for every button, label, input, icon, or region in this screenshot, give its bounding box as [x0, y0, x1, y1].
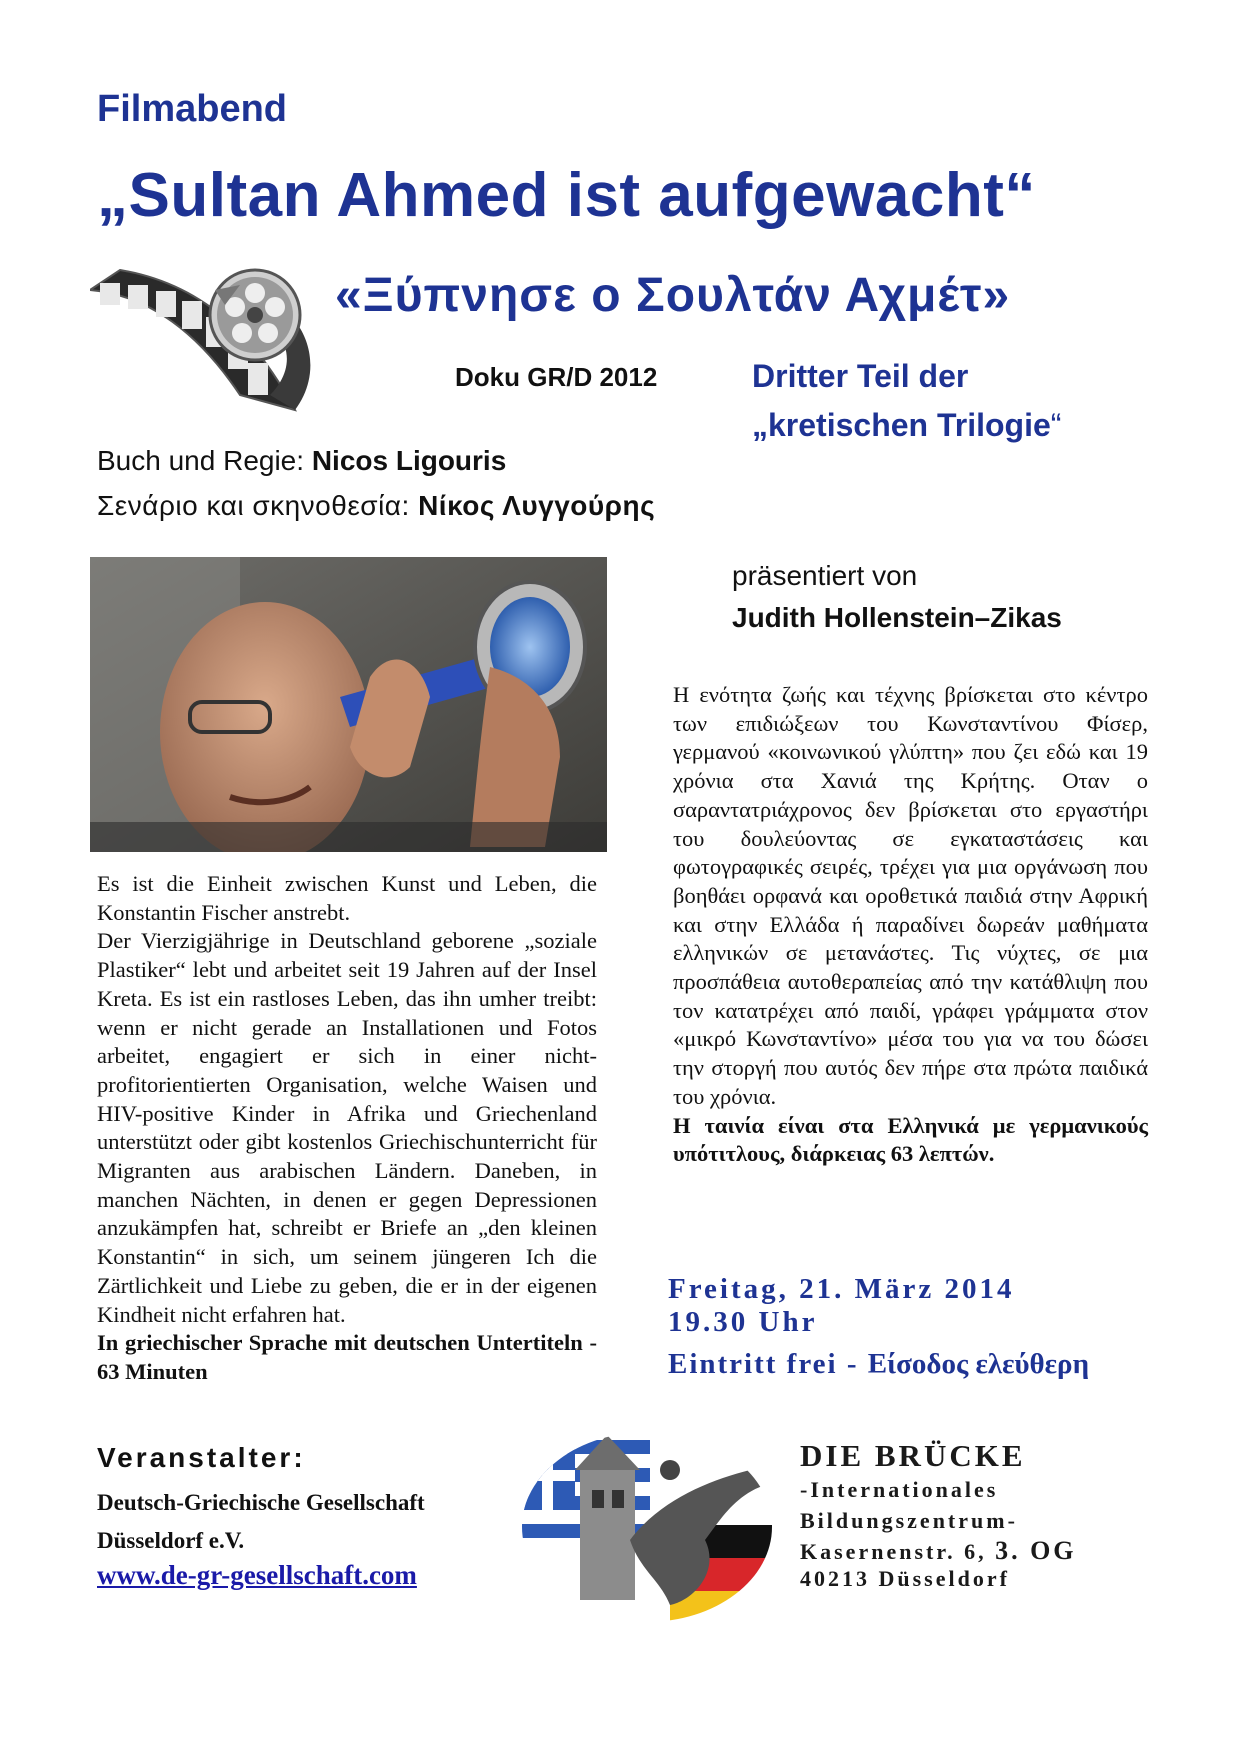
- german-note: In griechischer Sprache mit deutschen Untertiteln - 63 Minuten: [97, 1330, 597, 1384]
- greek-body: Η ενότητα ζωής και τέχνης βρίσκεται στο κέντρο των επιδιώξεων του Κωνσταντίνου Φίσερ, γερμανού «κοινωνικού γλύπτη» που ζει εδώ και 19 χρόνια στα Χανιά της Κρήτης. Οταν ο σαραντατριάχρονος δεν βρίσκεται στο εργαστήρι του δουλεύοντας σε εγκαταστάσεις και φωτογραφικές σειρές, τρέχει για μια οργάνωση που βοηθάει ορφανά και οροθετικά παιδιά στην Αφρική και στην Ελλάδα ή παραδίνει δωρεάν μαθήματα ελληνικών σε μετανάστες. Τις νύχτες, σε μια προσπάθεια αυτοθεραπείας από την κατάθλιψη που τον κατατρέχει από παιδί, γράφει γράμματα στον «μικρό Κωνσταντίνο» μέσα του για να του δώσει την στοργή που αυτός δεν πήρε στα πρώτα παιδικά του χρόνια.: [673, 682, 1148, 1109]
- trilogy-note: [752, 352, 1061, 450]
- trilogy-line-1: Dritter Teil der: [752, 358, 969, 394]
- venue-street: Kasernenstr. 6,: [800, 1539, 996, 1564]
- admission: [668, 1348, 1089, 1381]
- venue-floor: 3. OG: [995, 1536, 1077, 1565]
- title-german: „Sultan Ahmed ist aufgewacht“: [97, 161, 1036, 230]
- credits-greek-name: Νίκος Λυγγούρης: [418, 490, 656, 521]
- presenter-block: [732, 555, 1062, 639]
- credits-german: [97, 445, 506, 477]
- trilogy-line-2-quote: “: [1050, 407, 1062, 443]
- venue-name: DIE BRÜCKE: [800, 1438, 1026, 1473]
- admission-greek: Είσοδος ελεύθερη: [867, 1348, 1090, 1380]
- venue-city: 40213 Düsseldorf: [800, 1566, 1010, 1591]
- organizer-website-link[interactable]: www.de-gr-gesellschaft.com: [97, 1560, 417, 1590]
- presenter-name: Judith Hollenstein–Zikas: [732, 602, 1062, 633]
- venue-street-line: [800, 1536, 1077, 1566]
- credits-greek-label: Σενάριο και σκηνοθεσία:: [97, 490, 419, 521]
- admission-separator: -: [837, 1348, 868, 1380]
- organizer-name-line-2: Düsseldorf e.V.: [97, 1528, 245, 1553]
- trilogy-line-2: [752, 401, 1061, 450]
- credits-greek: [97, 490, 655, 522]
- german-body: Es ist die Einheit zwischen Kunst und Leben, die Konstantin Fischer anstrebt. Der Vierzigjährige in Deutschland geborene „soziale Plastiker“ lebt und arbeitet seit 19 Jahren auf der Insel Kreta. Es ist ein rastloses Leben, das ihn umher treibt: wenn er nicht gerade an Installationen und Fotos arbeitet, engagiert er sich in einer nicht-profitorientierten Organisation, welche Waisen und HIV-positive Kinder in Afrika und Griechenland unterstützt oder gibt kostenlos Griechischunterricht für Migranten aus arabischen Ländern. Daneben, in manchen Nächten, in denen er gegen Depressionen anzukämpfen hat, schreibt er Briefe an „den kleinen Konstantin“ in sich, um seinem jüngeren Ich die Zärtlichkeit und Liebe zu geben, die er in der eigenen Kindheit nicht erfahren hat.: [97, 871, 597, 1327]
- doku-label: Doku GR/D 2012: [455, 362, 658, 392]
- organizer-label: Veranstalter:: [97, 1442, 306, 1473]
- presenter-label: präsentiert von: [732, 560, 918, 591]
- venue-block: [800, 1438, 1077, 1592]
- film-reel-icon: [90, 265, 325, 423]
- title-greek: «Ξύπνησε ο Σουλτάν Αχμέτ»: [335, 269, 1011, 322]
- event-time: 19.30 Uhr: [668, 1306, 818, 1338]
- film-still-photo: [90, 557, 607, 852]
- kicker: Filmabend: [97, 88, 288, 130]
- german-description: [97, 870, 597, 1387]
- venue-line-2: -Internationales: [800, 1477, 999, 1502]
- greek-description: [673, 681, 1148, 1169]
- credits-german-label: Buch und Regie:: [97, 445, 312, 476]
- venue-line-3: Bildungszentrum-: [800, 1508, 1018, 1533]
- bruecke-logo: [520, 1430, 775, 1625]
- event-datetime: [668, 1273, 1015, 1339]
- event-date: Freitag, 21. März 2014: [668, 1273, 1015, 1305]
- trilogy-line-2-text: „kretischen Trilogie: [752, 407, 1051, 443]
- credits-german-name: Nicos Ligouris: [311, 445, 507, 476]
- greek-note: Η ταινία είναι στα Ελληνικά με γερμανικούς υπότιτλους, διάρκειας 63 λεπτών.: [673, 1112, 1148, 1167]
- organizer-name-line-1: Deutsch-Griechische Gesellschaft: [97, 1490, 425, 1515]
- admission-german: Eintritt frei: [668, 1348, 838, 1380]
- organizer-name: [97, 1484, 425, 1560]
